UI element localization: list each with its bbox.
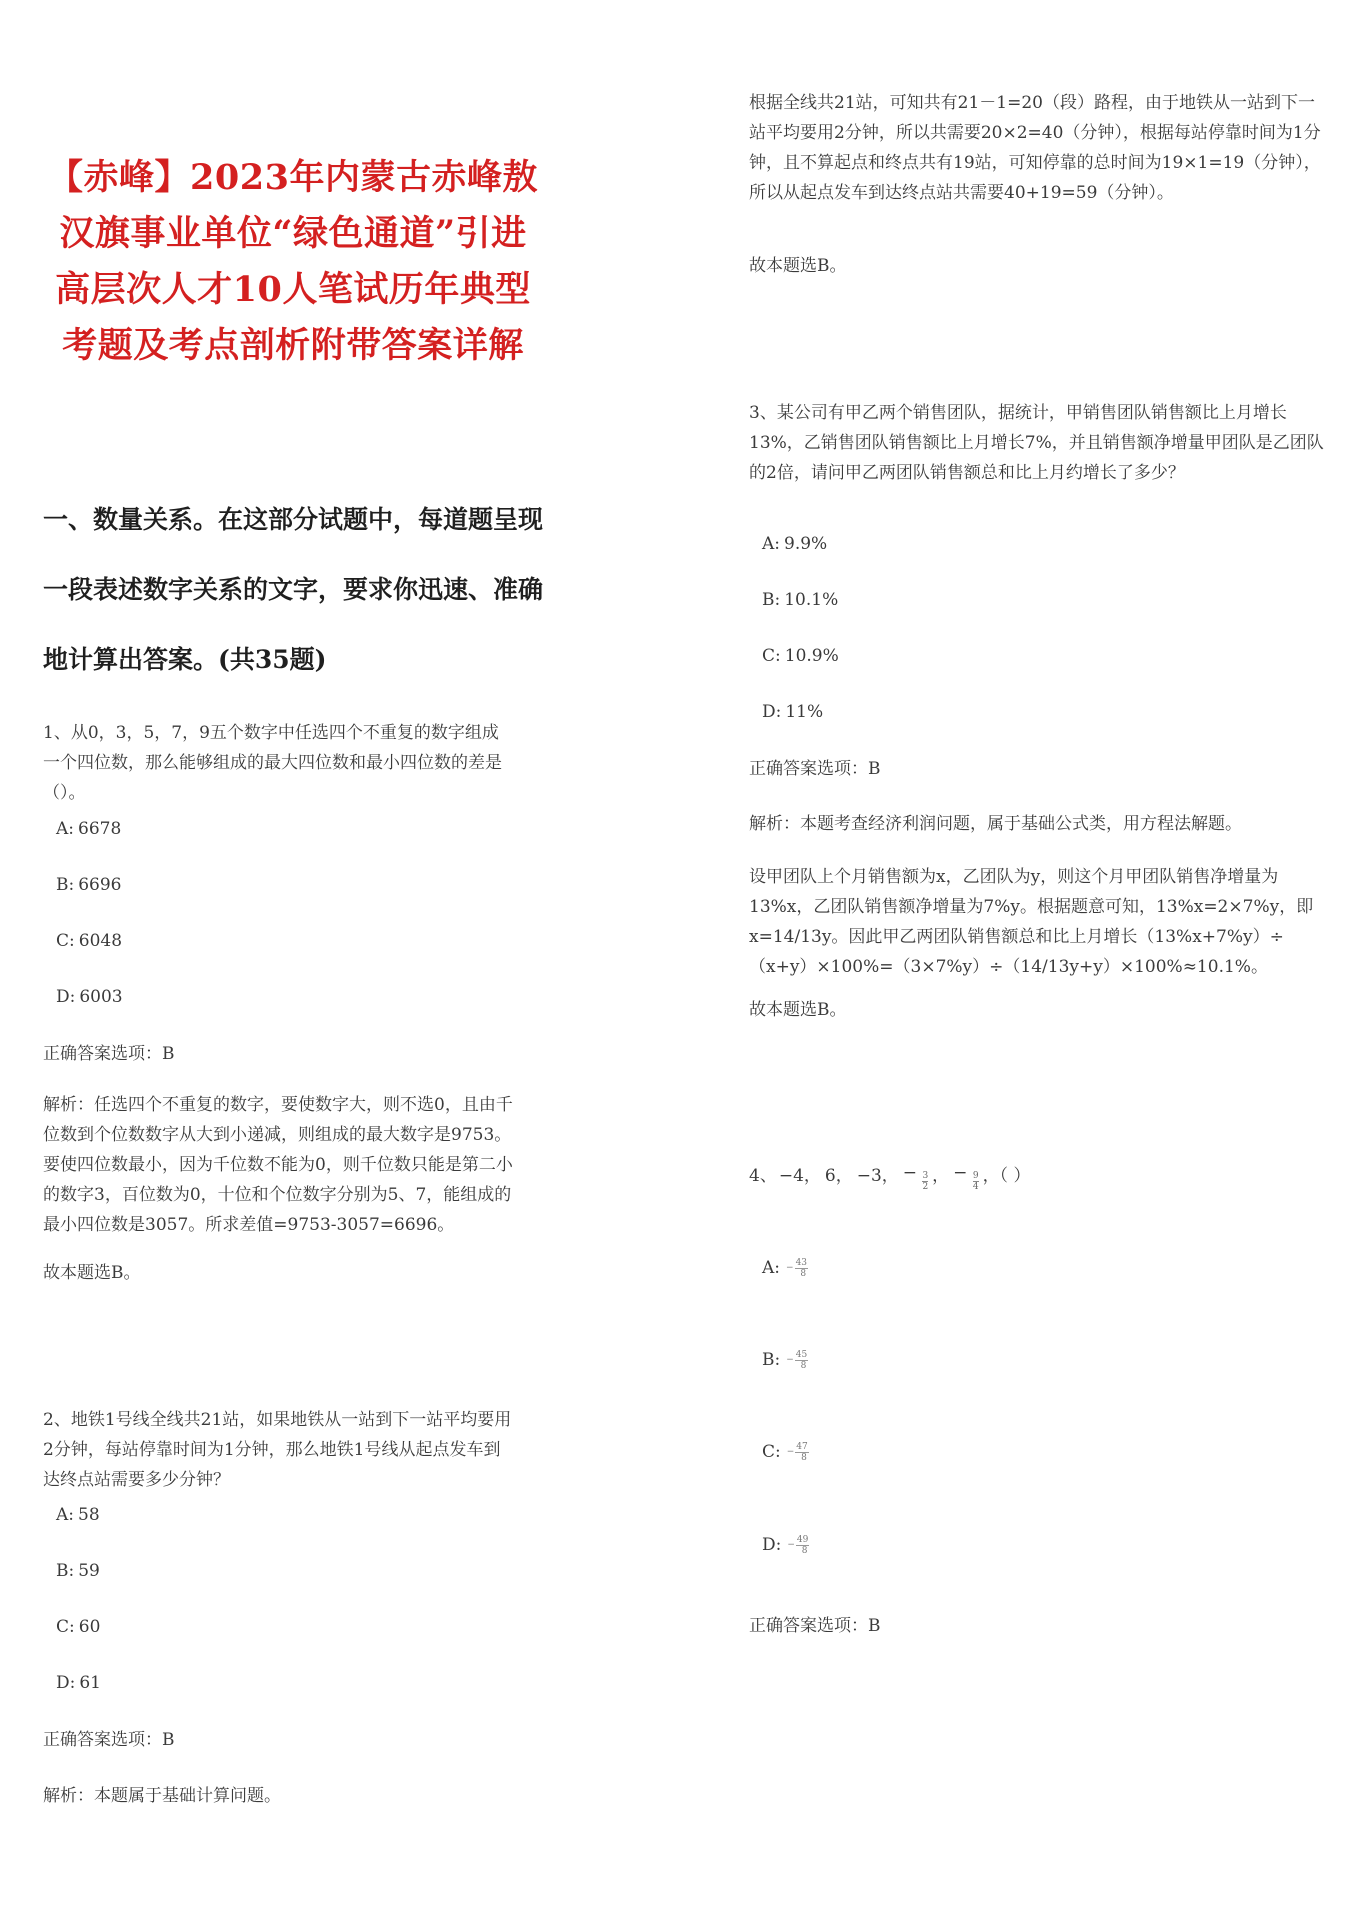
seq-term-1: −4， [778, 1166, 821, 1186]
seq-separator: ， [932, 1166, 950, 1186]
q4-option-b[interactable] [749, 1347, 808, 1373]
option-key: A: [56, 1505, 75, 1525]
q3-option-a[interactable] [749, 531, 827, 557]
frac-sign: − [786, 1263, 794, 1273]
q3-answer: 正确答案选项：B [749, 759, 881, 779]
section-heading: 一、数量关系。在这部分试题中，每道题呈现一段表述数字关系的文字，要求你迅速、准确地计算出答案。(共35题) [43, 505, 544, 674]
fraction-numerator: 9 [972, 1171, 979, 1181]
q1-option-a[interactable] [43, 816, 121, 842]
fraction-numerator: 3 [922, 1171, 929, 1181]
fraction-numerator: 43 [795, 1257, 808, 1268]
fraction-numerator: 49 [796, 1534, 809, 1545]
q2-analysis-continued: 根据全线共21站，可知共有21－1=20（段）路程，由于地铁从一站到下一站平均要用2分钟，所以共需要20×2=40（分钟），根据每站停靠时间为1分钟，且不算起点和终点共有19站，可知停靠的总时间为19×1=19（分钟），所以从起点发车到达终点站共需要40+19=59（分钟）。 [749, 93, 1321, 203]
q2-option-c[interactable] [43, 1614, 100, 1640]
left-column [43, 0, 588, 1924]
option-text: 10.1% [784, 590, 839, 610]
q1-option-c[interactable] [43, 928, 122, 954]
q3-option-d[interactable] [749, 699, 823, 725]
q1-option-b[interactable] [43, 872, 122, 898]
fraction [795, 1442, 808, 1463]
fraction-denominator: 8 [800, 1268, 807, 1279]
q2-conclusion: 故本题选B。 [749, 256, 847, 276]
option-text: 9.9% [784, 534, 828, 554]
question-1-stem: 1、从0，3，5，7，9五个数字中任选四个不重复的数字组成一个四位数，那么能够组成的最大四位数和最小四位数的差是（）。 [43, 723, 502, 803]
q4-number: 4、 [749, 1166, 777, 1186]
seq-term-3: −3， [856, 1166, 899, 1186]
fraction [796, 1535, 809, 1556]
option-key: B: [56, 1561, 75, 1581]
fraction [922, 1171, 928, 1192]
q1-conclusion: 故本题选B。 [43, 1263, 141, 1283]
option-text: 6678 [78, 819, 122, 839]
option-text: 59 [78, 1561, 100, 1581]
fraction [795, 1350, 808, 1371]
right-column [749, 0, 1329, 1924]
seq-blank: ，（ ） [982, 1166, 1031, 1186]
q2-option-d[interactable] [43, 1670, 101, 1696]
q3-analysis-detail: 设甲团队上个月销售额为x，乙团队为y，则这个月甲团队销售净增量为13%x，乙团队销售额净增量为7%y。根据题意可知，13%x=2×7%y，即x=14/13y。因此甲乙两团队销售额总和比上月增长（13%x+7%y）÷（x+y）×100%=（3×7%y）÷（14/13y+y）×100%≈10.1%。 [749, 867, 1314, 977]
q2-analysis: 解析：本题属于基础计算问题。 [43, 1786, 281, 1806]
fraction [795, 1258, 808, 1279]
seq-term-4 [903, 1160, 928, 1192]
option-key: B: [762, 590, 781, 610]
option-text: 60 [78, 1617, 101, 1637]
fraction-denominator: 2 [922, 1182, 929, 1192]
seq-term-2: 6， [824, 1166, 853, 1186]
option-key: A: [762, 1258, 781, 1278]
seq-term-5 [953, 1160, 978, 1192]
q1-option-d[interactable] [43, 984, 123, 1010]
fraction-denominator: 8 [800, 1360, 807, 1371]
q1-analysis: 解析：任选四个不重复的数字，要使数字大，则不选0，且由千位数到个位数数字从大到小递减，则组成的最大数字是9753。要使四位数最小，因为千位数不能为0，则千位数只能是第二小的数字3，百位数为0，十位和个位数字分别为5、7，能组成的最小四位数是3057。所求差值=9753-3057=6696。 [43, 1095, 513, 1235]
frac-sign: − [787, 1540, 795, 1550]
option-key: D: [56, 987, 76, 1007]
document-title: 【赤峰】2023年内蒙古赤峰敖汉旗事业单位“绿色通道”引进高层次人才10人笔试历年典型考题及考点剖析附带答案详解 [48, 157, 538, 366]
option-key: D: [762, 1535, 782, 1555]
option-text: 6048 [78, 931, 123, 951]
frac-sign: − [953, 1163, 968, 1183]
fraction-denominator: 8 [801, 1452, 807, 1463]
question-2-stem: 2、地铁1号线全线共21站，如果地铁从一站到下一站平均要用2分钟，每站停靠时间为1分钟，那么地铁1号线从起点发车到达终点站需要多少分钟？ [43, 1410, 512, 1490]
question-4-stem [749, 1160, 1032, 1192]
option-text: 58 [78, 1505, 100, 1525]
fraction-numerator: 45 [795, 1349, 808, 1360]
option-key: D: [762, 702, 782, 722]
option-text: 11% [785, 702, 824, 722]
q2-option-a[interactable] [43, 1502, 100, 1528]
fraction-denominator: 8 [801, 1545, 808, 1556]
fraction-numerator: 47 [796, 1441, 808, 1452]
fraction-denominator: 4 [972, 1182, 979, 1192]
option-key: C: [762, 1442, 781, 1462]
option-key: C: [762, 646, 781, 666]
option-key: D: [56, 1673, 76, 1693]
q3-conclusion: 故本题选B。 [749, 1000, 847, 1020]
fraction [973, 1171, 979, 1192]
option-key: C: [56, 931, 75, 951]
option-key: B: [56, 875, 75, 895]
q2-option-b[interactable] [43, 1558, 100, 1584]
q4-answer: 正确答案选项：B [749, 1616, 881, 1636]
option-text: 61 [79, 1673, 101, 1693]
q4-option-a[interactable] [749, 1255, 808, 1281]
option-key: A: [56, 819, 75, 839]
option-key: A: [762, 534, 781, 554]
q1-answer: 正确答案选项：B [43, 1044, 175, 1064]
question-3-stem: 3、某公司有甲乙两个销售团队，据统计，甲销售团队销售额比上月增长13%，乙销售团队销售额比上月增长7%，并且销售额净增量甲团队是乙团队的2倍，请问甲乙两团队销售额总和比上月约增长了多少？ [749, 403, 1324, 483]
q3-option-c[interactable] [749, 643, 839, 669]
frac-sign: − [786, 1447, 795, 1457]
q4-option-d[interactable] [749, 1532, 809, 1558]
option-key: C: [56, 1617, 75, 1637]
option-key: B: [762, 1350, 781, 1370]
q4-option-c[interactable] [749, 1439, 809, 1465]
frac-sign: − [902, 1163, 918, 1183]
option-text: 10.9% [784, 646, 839, 666]
option-text: 6696 [78, 875, 122, 895]
option-text: 6003 [79, 987, 123, 1007]
q2-answer: 正确答案选项：B [43, 1730, 175, 1750]
q3-option-b[interactable] [749, 587, 838, 613]
q3-analysis: 解析：本题考查经济利润问题，属于基础公式类，用方程法解题。 [749, 814, 1242, 834]
frac-sign: − [786, 1355, 794, 1365]
